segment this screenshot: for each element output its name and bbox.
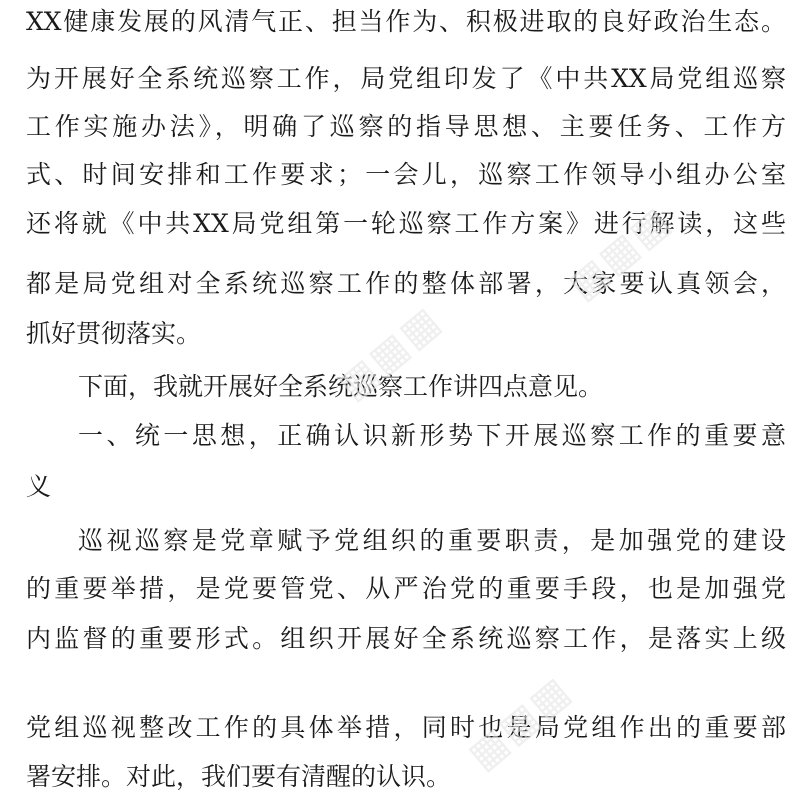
text-line: 内监督的重要形式。组织开展好全系统巡察工作，是落实上级 <box>26 624 786 653</box>
watermark-logo: ▦▦▦ <box>459 667 581 779</box>
paragraph-line: 巡视巡察是党章赋予党组织的重要职责，是加强党的建设 <box>78 526 786 555</box>
section-heading-line: 一、统一思想，正确认识新形势下开展巡察工作的重要意 <box>78 421 786 450</box>
watermark-logo: ▦▦▦ <box>329 297 451 409</box>
text-line: 都是局党组对全系统巡察工作的整体部署，大家要认真领会， <box>26 269 786 298</box>
section-heading-line: 义 <box>26 472 52 501</box>
text-line: 党组巡视整改工作的具体举措，同时也是局党组作出的重要部 <box>26 713 786 742</box>
text-line: XX健康发展的风清气正、担当作为、积极进取的良好政治生态。 <box>26 7 786 36</box>
text-line: 为开展好全系统巡察工作，局党组印发了《中共XX局党组巡察 <box>26 64 786 93</box>
text-line: 式、时间安排和工作要求；一会儿，巡察工作领导小组办公室 <box>26 160 786 189</box>
paragraph-line: 下面，我就开展好全系统巡察工作讲四点意见。 <box>78 372 604 401</box>
text-line: 署安排。对此，我们要有清醒的认识。 <box>26 762 452 791</box>
text-line: 工作实施办法》，明确了巡察的指导思想、主要任务、工作方 <box>26 112 786 141</box>
watermark-logo: ▦▦▦ <box>559 197 681 309</box>
text-line: 还将就《中共XX局党组第一轮巡察工作方案》进行解读，这些 <box>26 209 786 238</box>
text-line: 抓好贯彻落实。 <box>26 319 202 348</box>
text-line: 的重要举措，是党要管党、从严治党的重要手段，也是加强党 <box>26 574 786 603</box>
